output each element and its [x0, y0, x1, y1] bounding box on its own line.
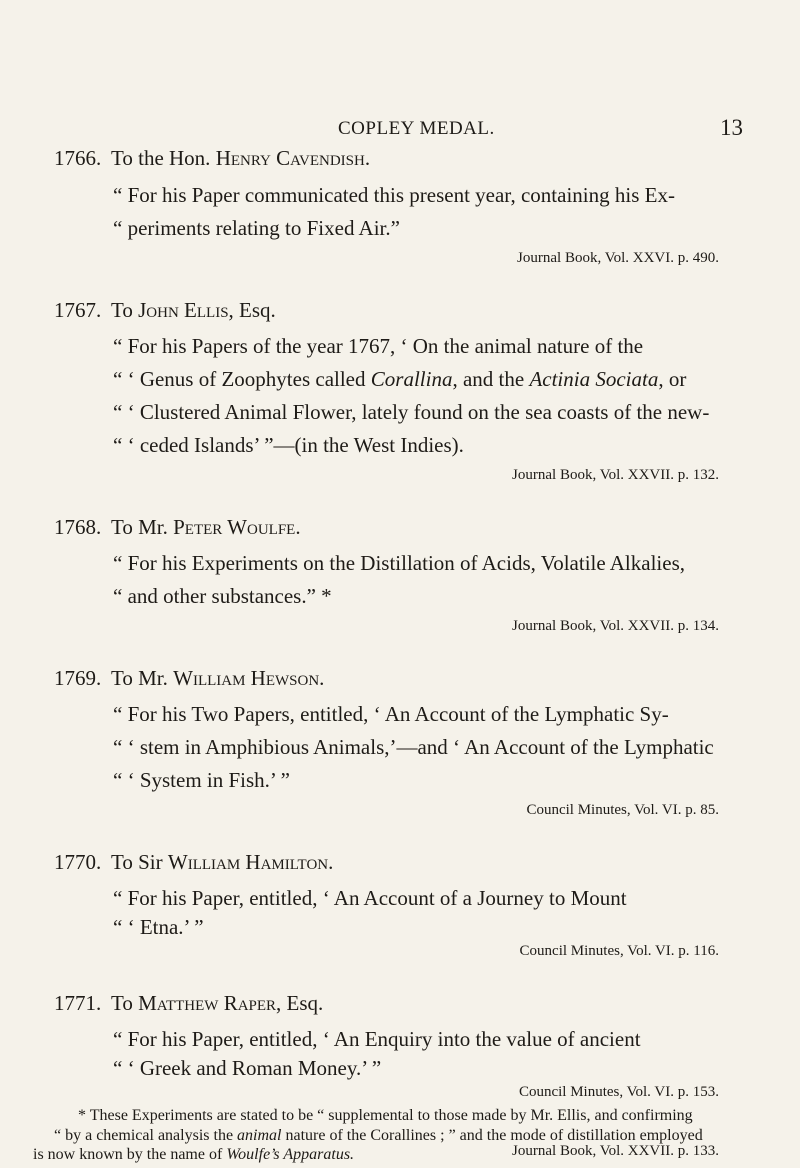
footnote-fragment: is now known by the name of [33, 1146, 227, 1163]
entry-year: 1768. [54, 515, 102, 539]
recipient-prefix: To Mr. [111, 515, 174, 539]
recipient-suffix: , Esq. [276, 991, 324, 1015]
quote-line: “ ‘ stem in Amphibious Animals,’—and ‘ An Account of the Lymphatic [113, 735, 714, 759]
quote-fragment: , or [658, 367, 687, 391]
quote-italic: Actinia Sociata [529, 367, 659, 391]
page-number: 13 [720, 115, 743, 140]
entry-year: 1766. [54, 146, 102, 170]
quote-line: “ ‘ Greek and Roman Money.’ ” [113, 1056, 382, 1080]
quote-fragment: , and the [452, 367, 530, 391]
recipient-prefix: To the Hon. [111, 146, 216, 170]
entry-source: Council Minutes, Vol. VI. p. 85. [526, 802, 719, 818]
recipient-name: William Hewson. [173, 666, 325, 690]
quote-line: “ ‘ Etna.’ ” [113, 915, 204, 939]
entry-recipient [111, 298, 276, 323]
entry-recipient [111, 850, 333, 875]
recipient-prefix: To [111, 298, 139, 322]
entry-source: Journal Book, Vol. XXVII. p. 134. [512, 618, 719, 634]
entry-source: Journal Book, Vol. XXVI. p. 490. [517, 250, 719, 266]
recipient-suffix: , Esq. [228, 298, 276, 322]
recipient-name: Matthew Raper [138, 991, 277, 1015]
quote-line: “ periments relating to Fixed Air.” [113, 216, 400, 240]
recipient-name: Peter Woulfe. [173, 515, 301, 539]
running-title: COPLEY MEDAL. [338, 118, 495, 139]
recipient-name: John Ellis [138, 298, 229, 322]
entry-year: 1769. [54, 666, 102, 690]
entry-source: Council Minutes, Vol. VI. p. 153. [518, 1084, 719, 1100]
quote-italic: Corallina [370, 367, 453, 391]
recipient-prefix: To Sir [111, 850, 168, 874]
quote-line: “ For his Paper communicated this present year, containing his Ex- [113, 183, 675, 207]
recipient-name: Henry Cavendish. [215, 146, 371, 170]
recipient-prefix: To Mr. [111, 666, 174, 690]
entry-recipient [111, 515, 301, 540]
footnote-line [33, 1146, 354, 1164]
footnote-fragment: nature of the Corallines ; ” and the mode of distillation employed [281, 1127, 703, 1144]
running-head [0, 115, 800, 148]
quote-line [113, 367, 686, 392]
quote-line: “ For his Experiments on the Distillation of Acids, Volatile Alkalies, [113, 551, 686, 575]
entry-recipient [111, 146, 370, 171]
quote-line: “ ‘ ceded Islands’ ”—(in the West Indies). [113, 433, 464, 457]
entry-source: Journal Book, Vol. XXVII. p. 132. [512, 467, 719, 483]
quote-line: “ ‘ Clustered Animal Flower, lately found on the sea coasts of the new- [113, 400, 710, 424]
entry-source: Council Minutes, Vol. VI. p. 116. [519, 943, 719, 959]
quote-line: “ and other substances.” * [113, 584, 332, 608]
entry-year: 1771. [54, 991, 102, 1015]
quote-line: “ For his Paper, entitled, ‘ An Account of a Journey to Mount [113, 886, 627, 910]
entry-year: 1767. [54, 298, 102, 322]
footnote-italic: animal [237, 1127, 282, 1144]
entry-recipient [111, 991, 323, 1016]
quote-line: “ ‘ System in Fish.’ ” [113, 768, 290, 792]
footnote-fragment: “ by a chemical analysis the [54, 1127, 238, 1144]
recipient-name: William Hamilton. [167, 850, 334, 874]
quote-fragment: “ ‘ Genus of Zoophytes called [113, 367, 371, 391]
entry-recipient [111, 666, 324, 691]
quote-line: “ For his Two Papers, entitled, ‘ An Account of the Lymphatic Sy- [113, 702, 669, 726]
recipient-prefix: To [111, 991, 139, 1015]
footnote-line: * These Experiments are stated to be “ supplemental to those made by Mr. Ellis, and confirming [78, 1107, 693, 1124]
quote-line: “ For his Papers of the year 1767, ‘ On the animal nature of the [113, 334, 644, 358]
footnote-italic: Woulfe’s Apparatus. [226, 1146, 355, 1163]
entry-year: 1770. [54, 850, 102, 874]
quote-line: “ For his Paper, entitled, ‘ An Enquiry into the value of ancient [113, 1027, 641, 1051]
footnote-source: Journal Book, Vol. XXVII. p. 133. [512, 1143, 719, 1159]
